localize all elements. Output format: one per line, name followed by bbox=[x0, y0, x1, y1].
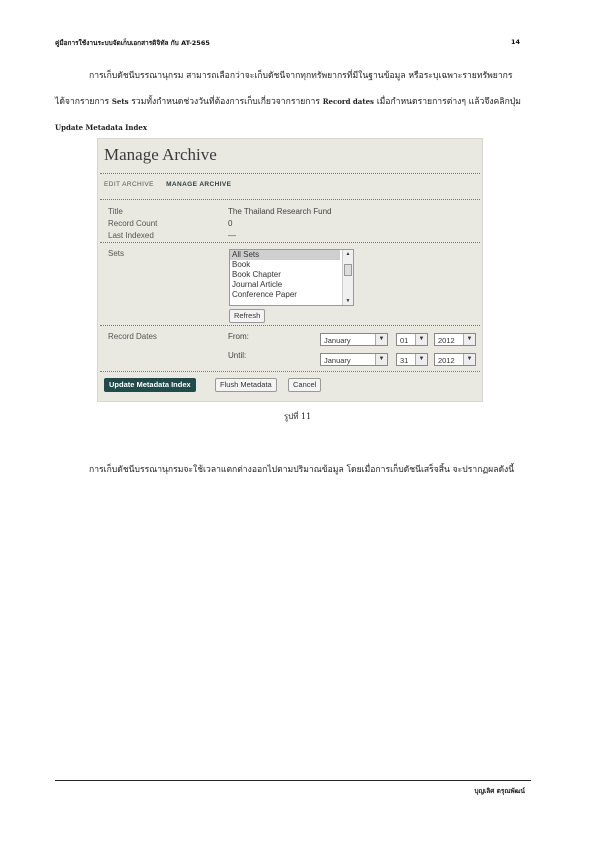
divider bbox=[100, 173, 480, 174]
scroll-up-icon[interactable]: ▲ bbox=[345, 251, 351, 257]
scroll-thumb[interactable] bbox=[344, 264, 352, 276]
sets-option[interactable]: Journal Article bbox=[232, 280, 283, 289]
from-day-value: 01 bbox=[400, 336, 409, 345]
from-year-value: 2012 bbox=[438, 336, 455, 345]
divider bbox=[100, 242, 480, 243]
record-dates-label: Record Dates bbox=[108, 332, 157, 341]
title-value: The Thailand Research Fund bbox=[228, 207, 332, 216]
sets-listbox[interactable] bbox=[229, 249, 354, 306]
until-year-value: 2012 bbox=[438, 356, 455, 365]
manage-archive-title: Manage Archive bbox=[104, 145, 217, 164]
refresh-button[interactable]: Refresh bbox=[229, 309, 265, 323]
from-year-select[interactable] bbox=[434, 333, 476, 346]
sets-label: Sets bbox=[108, 249, 125, 258]
paragraph-1-text-c: เมื่อกำหนดรายการต่างๆ แล้วจึงคลิกปุ่ม bbox=[376, 97, 521, 107]
chevron-down-icon: ▼ bbox=[375, 354, 387, 365]
footer-author: บุญเลิศ ตรุณพัฒน์ bbox=[474, 787, 525, 795]
chevron-down-icon: ▼ bbox=[463, 334, 475, 345]
divider bbox=[100, 371, 480, 372]
tab-manage-archive[interactable]: MANAGE ARCHIVE bbox=[166, 181, 232, 188]
manage-archive-screenshot bbox=[97, 138, 483, 402]
until-month-select[interactable] bbox=[320, 353, 388, 366]
flush-metadata-button[interactable]: Flush Metadata bbox=[215, 378, 277, 392]
from-month-value: January bbox=[324, 336, 351, 345]
record-count-label: Record Count bbox=[108, 219, 158, 228]
until-label: Until: bbox=[228, 351, 247, 360]
until-year-select[interactable] bbox=[434, 353, 476, 366]
sets-option[interactable]: Book Chapter bbox=[232, 270, 281, 279]
paragraph-1-text-a: การเก็บดัชนีบรรณานุกรม สามารถเลือกว่าจะเก็บดัชนีจากทุกทรัพยากรที่มีในฐานข้อมูล หรือระบุเฉพาะรายทรัพยากร ได้จากรายการ bbox=[55, 71, 513, 107]
update-metadata-index-button[interactable]: Update Metadata Index bbox=[104, 378, 196, 392]
from-day-select[interactable] bbox=[396, 333, 428, 346]
chevron-down-icon: ▼ bbox=[375, 334, 387, 345]
tab-edit-archive[interactable]: EDIT ARCHIVE bbox=[104, 181, 154, 188]
figure-caption: รูปที่ 11 bbox=[283, 412, 312, 421]
last-indexed-label: Last Indexed bbox=[108, 231, 154, 240]
from-month-select[interactable] bbox=[320, 333, 388, 346]
sets-keyword: Sets bbox=[111, 97, 129, 106]
paragraph-1-text-b: รวมทั้งกำหนดช่วงวันที่ต้องการเก็บเกี่ยวจากรายการ bbox=[131, 97, 320, 107]
page-header bbox=[55, 38, 520, 52]
paragraph-2: การเก็บดัชนีบรรณานุกรมจะใช้เวลาแตกต่างออกไปตามปริมาณข้อมูล โดยเมื่อการเก็บดัชนีเสร็จสิ้น จะปรากฏผลดังนี้ bbox=[89, 465, 515, 475]
header-title: คู่มือการใช้งานระบบจัดเก็บเอกสารดิจิทัล กับ AT-2565 bbox=[55, 39, 210, 47]
chevron-down-icon: ▼ bbox=[415, 354, 427, 365]
divider bbox=[100, 199, 480, 200]
sets-option[interactable]: All Sets bbox=[230, 250, 340, 260]
record-dates-keyword: Record dates bbox=[322, 97, 374, 106]
divider bbox=[100, 325, 480, 326]
until-month-value: January bbox=[324, 356, 351, 365]
listbox-scrollbar[interactable] bbox=[342, 250, 353, 305]
chevron-down-icon: ▼ bbox=[463, 354, 475, 365]
cancel-button[interactable]: Cancel bbox=[288, 378, 321, 392]
paragraph-1 bbox=[55, 64, 525, 141]
sets-option[interactable]: Book bbox=[232, 260, 251, 269]
footer-divider bbox=[55, 780, 531, 781]
record-count-value: 0 bbox=[228, 219, 233, 228]
update-button-keyword: Update Metadata Index bbox=[55, 123, 148, 132]
scroll-down-icon[interactable]: ▼ bbox=[345, 298, 351, 304]
until-day-value: 31 bbox=[400, 356, 409, 365]
title-label: Title bbox=[108, 207, 123, 216]
sets-option[interactable]: Conference Paper bbox=[232, 290, 297, 299]
page-number: 14 bbox=[510, 38, 520, 46]
archive-tabs bbox=[104, 181, 241, 188]
until-day-select[interactable] bbox=[396, 353, 428, 366]
chevron-down-icon: ▼ bbox=[415, 334, 427, 345]
last-indexed-value: — bbox=[228, 231, 236, 240]
from-label: From: bbox=[228, 332, 249, 341]
